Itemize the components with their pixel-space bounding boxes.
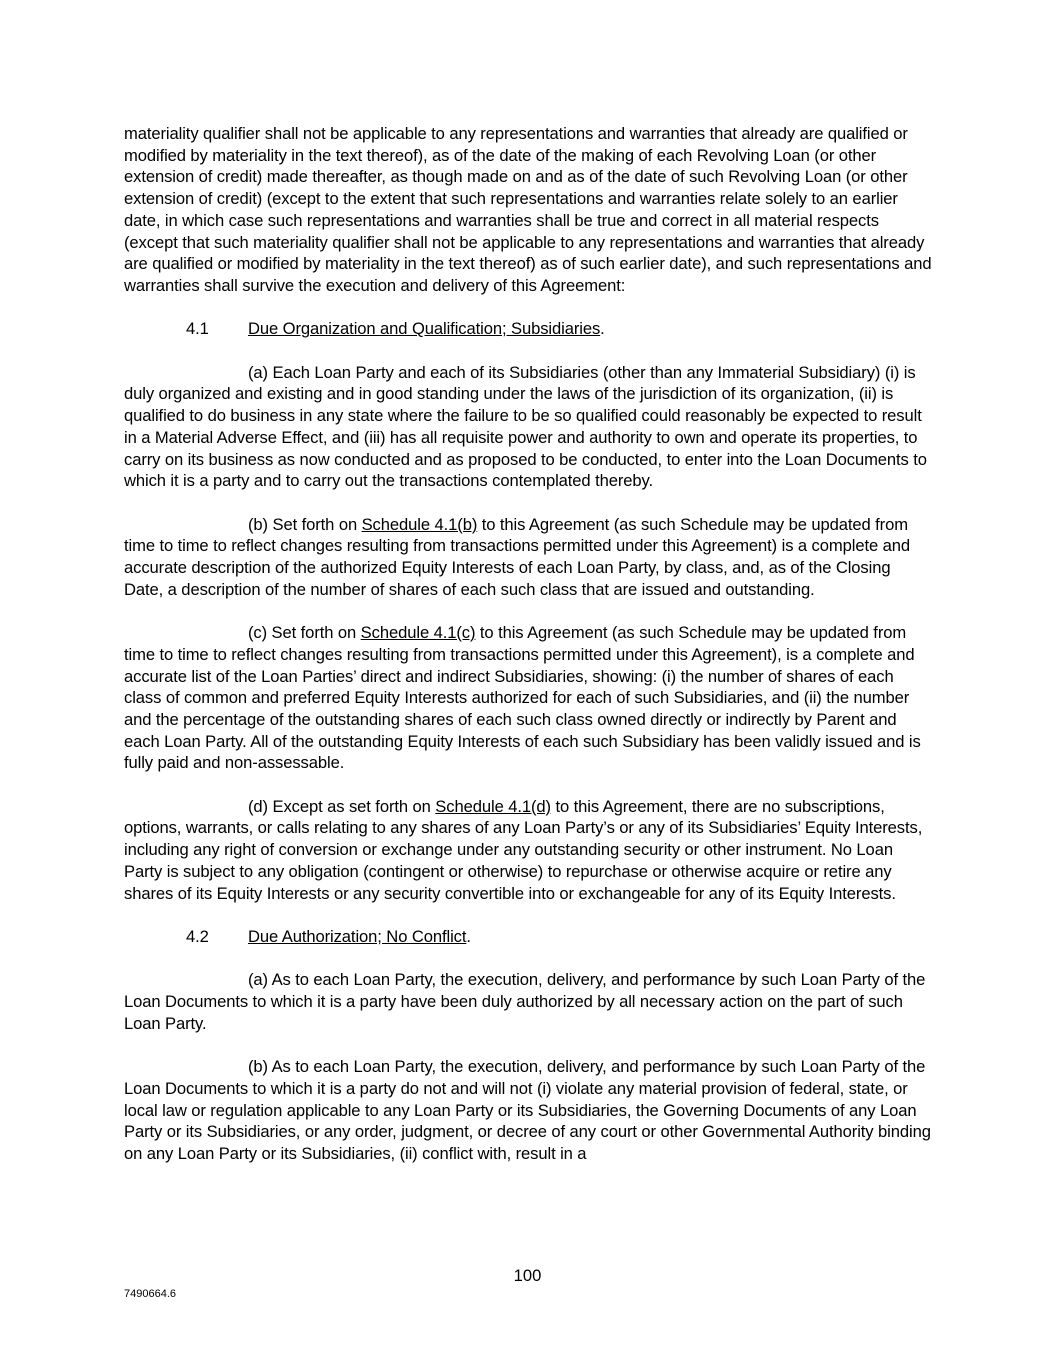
paragraph-text: (d) Except as set forth on	[248, 796, 436, 816]
section-number: 4.2	[186, 926, 209, 946]
document-id: 7490664.6	[124, 1288, 176, 1300]
section-title: Due Organization and Qualification; Subsidiaries	[248, 319, 601, 339]
schedule-reference: Schedule 4.1(d)	[435, 796, 551, 816]
page-number: 100	[513, 1266, 542, 1285]
paragraph-text: (c) Set forth on	[248, 623, 361, 643]
section-title: Due Authorization; No Conflict	[248, 926, 467, 946]
schedule-reference: Schedule 4.1(b)	[361, 514, 478, 534]
section-4-1-heading: 4.1 Due Organization and Qualification; Subsidiaries.	[186, 319, 605, 339]
paragraph-4-2-a: (a) As to each Loan Party, the execution, delivery, and performance by such Loan Party of the Loan Documents to which it is a party have been duly authorized by all necessary action on the part of such Loan Party.	[124, 970, 926, 1033]
paragraph-4-2-b: (b) As to each Loan Party, the execution, delivery, and performance by such Loan Party of the Loan Documents to which it is a party do not and will not (i) violate any material provision of federal, state, or local law or regulation applicable to any Loan Party or its Subsidiaries, the Governing Documents of any Loan Party or its Subsidiaries, or any order, judgment, or decree of any court or other Governmental Authority binding on any Loan Party or its Subsidiaries, (ii) conflict with, result in a	[124, 1057, 931, 1163]
paragraph-4-1-a: (a) Each Loan Party and each of its Subsidiaries (other than any Immaterial Subsidiary) (i) is duly organized and existing and in good standing under the laws of the jurisdiction of its organization, (ii) is qualified to do business in any state where the failure to be so qualified could reasonably be expected to result in a Material Adverse Effect, and (iii) has all requisite power and authority to own and operate its properties, to carry on its business as now conducted and as proposed to be conducted, to enter into the Loan Documents to which it is a party and to carry out the transactions contemplated thereby.	[124, 362, 927, 491]
paragraph-4-1-d	[124, 796, 934, 905]
document-body	[124, 123, 934, 1186]
paragraph-4-1-b	[124, 514, 934, 601]
section-4-2-heading: 4.2 Due Authorization; No Conflict.	[186, 926, 471, 946]
paragraph-text: (b) Set forth on	[248, 514, 362, 534]
section-number: 4.1	[186, 319, 209, 339]
paragraph-4-1-c	[124, 622, 934, 774]
paragraph-text: to this Agreement (as such Schedule may be updated from time to time to reflect changes resulting from transactions permitted under this Agreement) is a complete and accurate description of the authorized Equity Interests of each Loan Party, by class, and, as of the Closing Date, a description of the number of shares of each such class that are issued and outstanding.	[124, 514, 910, 599]
paragraph-text: to this Agreement (as such Schedule may be updated from time to time to reflect changes resulting from transactions permitted under this Agreement), is a complete and accurate list of the Loan Parties’ direct and indirect Subsidiaries, showing: (i) the number of shares of each class of common and preferred Equity Interests authorized for each of such Subsidiaries, and (ii) the number and the percentage of the outstanding shares of each such class owned directly or indirectly by Parent and each Loan Party. All of the outstanding Equity Interests of each such Subsidiary has been validly issued and is fully paid and non-assessable.	[124, 623, 921, 773]
intro-paragraph: materiality qualifier shall not be applicable to any representations and warranties that already are qualified or modified by materiality in the text thereof), as of the date of the making of each Revolving Loan (or other extension of credit) made thereafter, as though made on and as of the date of such Revolving Loan (or other extension of credit) (except to the extent that such representations and warranties relate solely to an earlier date, in which case such representations and warranties shall be true and correct in all material respects (except that such materiality qualifier shall not be applicable to any representations and warranties that already are qualified or modified by materiality in the text thereof) as of such earlier date), and such representations and warranties shall survive the execution and delivery of this Agreement:	[124, 124, 932, 295]
schedule-reference: Schedule 4.1(c)	[360, 623, 476, 643]
paragraph-text: to this Agreement, there are no subscriptions, options, warrants, or calls relating to any shares of any Loan Party’s or any of its Subsidiaries’ Equity Interests, including any right of conversion or exchange under any outstanding security or other instrument. No Loan Party is subject to any obligation (contingent or otherwise) to repurchase or otherwise acquire or retire any shares of its Equity Interests or any security convertible into or exchangeable for any of its Equity Interests.	[124, 796, 923, 903]
